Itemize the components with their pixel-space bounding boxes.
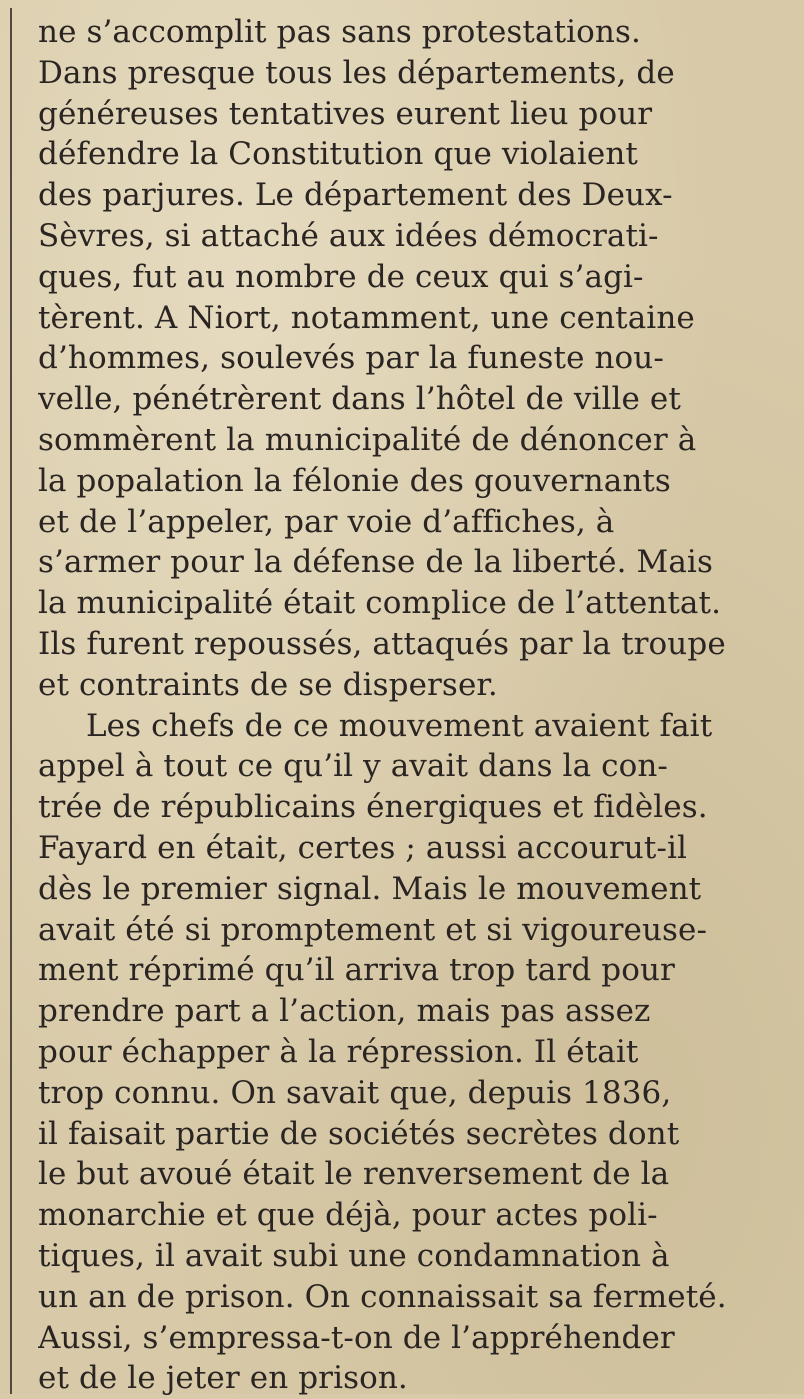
paragraph-2-line: le but avoué était le renversement de la bbox=[38, 1156, 670, 1193]
paragraph-1-line: Ils furent repoussés, attaqués par la troupe bbox=[38, 625, 726, 662]
paragraph-2-line: monarchie et que déjà, pour actes poli- bbox=[38, 1197, 658, 1234]
paragraph-1-line: Dans presque tous les départements, de bbox=[38, 54, 675, 91]
paragraph-1-line: des parjures. Le département des Deux- bbox=[38, 177, 673, 214]
paragraph-2-line: prendre part a l’action, mais pas assez bbox=[38, 993, 651, 1030]
paragraph-2-line: appel à tout ce qu’il y avait dans la con- bbox=[38, 748, 668, 785]
paragraph-2-line: avait été si promptement et si vigoureuse- bbox=[38, 911, 708, 948]
paragraph-1-line: ne s’accomplit pas sans protestations. bbox=[38, 14, 641, 50]
paragraph-2-line: dès le premier signal. Mais le mouvement bbox=[38, 870, 702, 907]
paragraph-1-line: défendre la Constitution que violaient bbox=[38, 136, 638, 173]
paragraph-1-line: Sèvres, si attaché aux idées démocrati- bbox=[38, 217, 659, 254]
paragraph-2-line: ment réprimé qu’il arriva trop tard pour bbox=[38, 952, 675, 989]
paragraph-1-line: la municipalité était complice de l’attentat. bbox=[38, 585, 722, 622]
paragraph-1-line: la popalation la félonie des gouvernants bbox=[38, 462, 671, 499]
paragraph-1-line: s’armer pour la défense de la liberté. Mais bbox=[38, 544, 713, 581]
paragraph-2-line: Aussi, s’empressa-t-on de l’appréhender bbox=[38, 1319, 675, 1356]
paragraph-2-line: trop connu. On savait que, depuis 1836, bbox=[38, 1074, 672, 1111]
paragraph-1-line: velle, pénétrèrent dans l’hôtel de ville et bbox=[38, 381, 681, 418]
paragraph-1-line: sommèrent la municipalité de dénoncer à bbox=[38, 421, 697, 458]
paragraph-2-line: trée de républicains énergiques et fidèles. bbox=[38, 789, 708, 826]
paragraph-2-line: Fayard en était, certes ; aussi accourut-il bbox=[38, 829, 688, 866]
paragraph-1-line: et de l’appeler, par voie d’affiches, à bbox=[38, 503, 615, 540]
article-text bbox=[38, 12, 790, 1399]
paragraph-2-line: et de le jeter en prison. bbox=[38, 1360, 408, 1397]
paragraph-1-line: d’hommes, soulevés par la funeste nou- bbox=[38, 340, 664, 377]
paragraph-2-first-line: Les chefs de ce mouvement avaient fait bbox=[86, 707, 713, 744]
paragraph-2-line: un an de prison. On connaissait sa fermeté. bbox=[38, 1278, 727, 1315]
paragraph-1-line: tèrent. A Niort, notamment, une centaine bbox=[38, 299, 695, 336]
paragraph-2-line: il faisait partie de sociétés secrètes dont bbox=[38, 1115, 680, 1152]
paragraph-2-line: tiques, il avait subi une condamnation à bbox=[38, 1237, 670, 1274]
paragraph-1-line: et contraints de se disperser. bbox=[38, 666, 498, 703]
paragraph-1-line: ques, fut au nombre de ceux qui s’agi- bbox=[38, 258, 644, 295]
paragraph-1-line: généreuses tentatives eurent lieu pour bbox=[38, 95, 653, 132]
paragraph-2-line: pour échapper à la répression. Il était bbox=[38, 1033, 639, 1070]
column-rule bbox=[10, 8, 12, 1394]
